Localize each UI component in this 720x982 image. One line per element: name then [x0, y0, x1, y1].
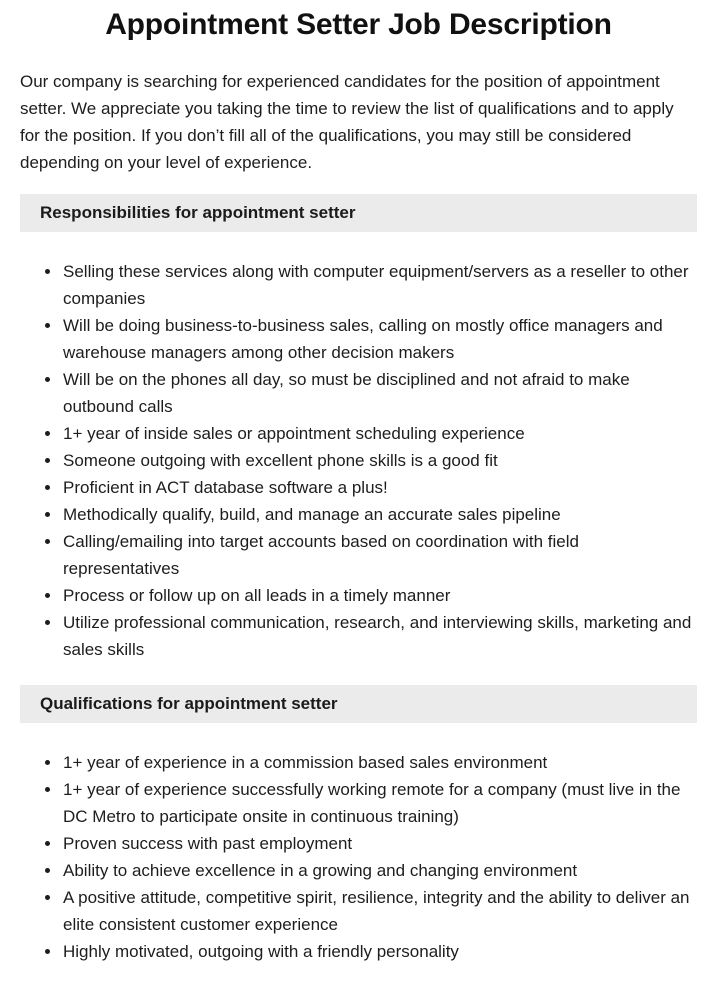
responsibilities-section — [20, 194, 697, 663]
intro-paragraph: Our company is searching for experienced candidates for the position of appointment setter. We appreciate you taking the time to review the list of qualifications and to apply for the position. If you don’t fill all of the qualifications, you may still be considered depending on your level of experience. — [20, 72, 674, 172]
list-item: • Highly motivated, outgoing with a friendly personality — [62, 938, 697, 965]
qualifications-heading: Qualifications for appointment setter — [40, 694, 338, 713]
list-item: • 1+ year of experience in a commission based sales environment — [62, 749, 697, 776]
list-item: • Someone outgoing with excellent phone skills is a good fit — [62, 447, 697, 474]
list-item: • Will be on the phones all day, so must be disciplined and not afraid to make outbound calls — [62, 366, 697, 420]
list-item: • Calling/emailing into target accounts based on coordination with field representatives — [62, 528, 697, 582]
list-item: • Ability to achieve excellence in a growing and changing environment — [62, 857, 697, 884]
list-item: • Proficient in ACT database software a plus! — [62, 474, 697, 501]
qualifications-section — [20, 685, 697, 965]
list-item: • 1+ year of inside sales or appointment scheduling experience — [62, 420, 697, 447]
list-item: • Process or follow up on all leads in a timely manner — [62, 582, 697, 609]
list-item: • Will be doing business-to-business sales, calling on mostly office managers and warehouse managers among other decision makers — [62, 312, 697, 366]
qualifications-heading-bar — [20, 685, 697, 723]
list-item: • Proven success with past employment — [62, 830, 697, 857]
page-title: Appointment Setter Job Description — [105, 8, 612, 41]
responsibilities-heading-bar — [20, 194, 697, 232]
list-item: • Methodically qualify, build, and manage an accurate sales pipeline — [62, 501, 697, 528]
list-item: • Utilize professional communication, research, and interviewing skills, marketing and sales skills — [62, 609, 697, 663]
list-item: • A positive attitude, competitive spirit, resilience, integrity and the ability to deliver an elite consistent customer experience — [62, 884, 697, 938]
job-description-document — [0, 6, 720, 982]
responsibilities-list — [20, 258, 697, 663]
list-item: • Selling these services along with computer equipment/servers as a reseller to other companies — [62, 258, 697, 312]
list-item: • 1+ year of experience successfully working remote for a company (must live in the DC Metro to participate onsite in continuous training) — [62, 776, 697, 830]
qualifications-list — [20, 749, 697, 965]
responsibilities-heading: Responsibilities for appointment setter — [40, 203, 356, 222]
